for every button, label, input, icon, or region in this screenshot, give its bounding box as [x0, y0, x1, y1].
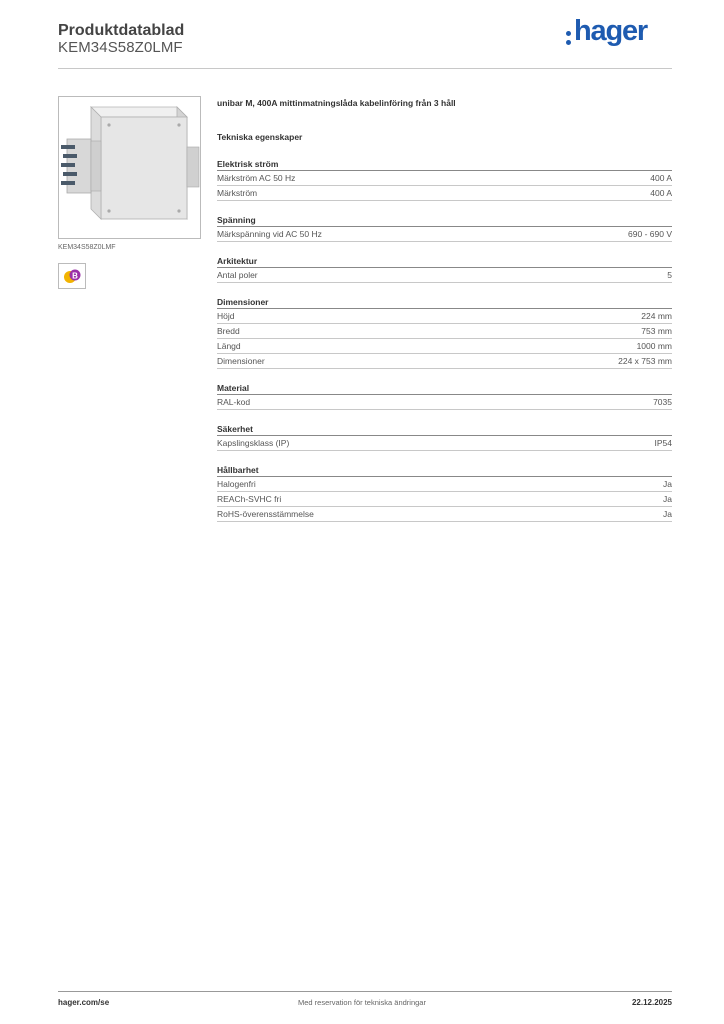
spec-value: 400 A — [650, 188, 672, 198]
spec-label: Kapslingsklass (IP) — [217, 438, 290, 448]
spec-value: 690 - 690 V — [628, 229, 672, 239]
spec-section — [217, 158, 672, 201]
page-title: Produktdatablad — [58, 22, 185, 39]
spec-label: REACh-SVHC fri — [217, 494, 282, 504]
logo-dot-top — [566, 31, 571, 36]
spec-row — [217, 477, 672, 492]
footer-disclaimer: Med reservation för tekniska ändringar — [298, 998, 426, 1007]
spec-value: IP54 — [654, 438, 672, 448]
spec-section-title: Material — [217, 382, 672, 395]
busbar-tap-off-box-image — [58, 96, 201, 239]
spec-section-title: Hållbarhet — [217, 464, 672, 477]
header-divider — [58, 68, 672, 69]
spec-label: Halogenfri — [217, 479, 256, 489]
spec-value: 753 mm — [641, 326, 672, 336]
spec-label: Bredd — [217, 326, 240, 336]
spec-section-title: Spänning — [217, 214, 672, 227]
footer-divider — [58, 991, 672, 992]
spec-value: Ja — [663, 479, 672, 489]
spec-label: Höjd — [217, 311, 235, 321]
spec-label: Antal poler — [217, 270, 258, 280]
spec-label: Längd — [217, 341, 241, 351]
spec-row — [217, 309, 672, 324]
spec-label: Dimensioner — [217, 356, 265, 366]
footer-date: 22.12.2025 — [631, 998, 672, 1007]
spec-label: Märkström AC 50 Hz — [217, 173, 296, 183]
spec-section — [217, 464, 672, 522]
spec-value: 224 x 753 mm — [618, 356, 672, 366]
spec-row — [217, 171, 672, 186]
spec-row — [217, 186, 672, 201]
spec-row — [217, 436, 672, 451]
spec-value: 7035 — [653, 397, 672, 407]
spec-label: RoHS-överensstämmelse — [217, 509, 314, 519]
product-content — [217, 96, 672, 522]
svg-text:B: B — [72, 271, 78, 281]
spec-label: Märkspänning vid AC 50 Hz — [217, 229, 322, 239]
product-image-caption: KEM34S58Z0LMF — [58, 244, 116, 251]
product-code: KEM34S58Z0LMF — [58, 39, 183, 56]
hager-logo — [566, 14, 658, 50]
spec-section-title: Säkerhet — [217, 423, 672, 436]
spec-section — [217, 296, 672, 369]
eco-label-b-icon — [58, 263, 86, 289]
spec-row — [217, 507, 672, 522]
spec-value: 1000 mm — [636, 341, 672, 351]
logo-wordmark: hager — [574, 15, 647, 47]
spec-value: Ja — [663, 494, 672, 504]
spec-row — [217, 324, 672, 339]
spec-row — [217, 268, 672, 283]
technical-properties-title: Tekniska egenskaper — [217, 132, 303, 142]
spec-section — [217, 255, 672, 283]
spec-section-title: Dimensioner — [217, 296, 672, 309]
spec-label: Märkström — [217, 188, 258, 198]
product-description: unibar M, 400A mittinmatningslåda kabelinföring från 3 håll — [217, 98, 456, 108]
product-illustration — [59, 97, 200, 238]
logo-dot-bottom — [566, 40, 571, 45]
spec-label: RAL-kod — [217, 397, 251, 407]
spec-section — [217, 382, 672, 410]
spec-value: 400 A — [650, 173, 672, 183]
spec-row — [217, 395, 672, 410]
spec-row — [217, 227, 672, 242]
spec-value: 5 — [667, 270, 672, 280]
spec-row — [217, 354, 672, 369]
spec-section — [217, 423, 672, 451]
spec-section-title: Arkitektur — [217, 255, 672, 268]
spec-row — [217, 339, 672, 354]
spec-sections — [217, 158, 672, 522]
spec-section — [217, 214, 672, 242]
spec-value: 224 mm — [641, 311, 672, 321]
footer-website[interactable]: hager.com/se — [58, 998, 110, 1007]
spec-section-title: Elektrisk ström — [217, 158, 672, 171]
spec-row — [217, 492, 672, 507]
spec-value: Ja — [663, 509, 672, 519]
